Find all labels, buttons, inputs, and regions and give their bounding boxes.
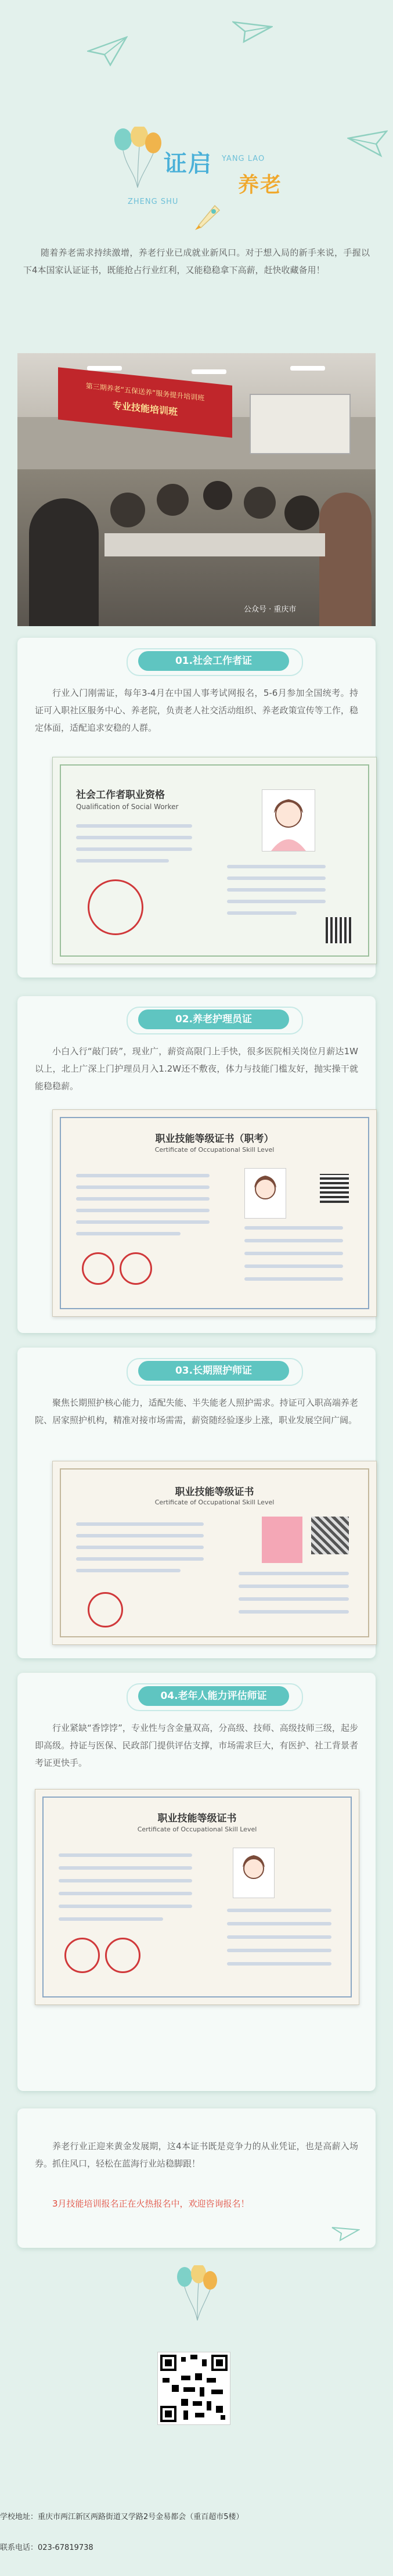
photo-banner: 第三期养老“五保送养”服务提升培训班 专业技能培训班: [58, 367, 232, 438]
avatar: [262, 789, 315, 852]
balloons-icon: [174, 2265, 221, 2326]
seal-icon: [64, 1938, 100, 1973]
outro-text: 养老行业正迎来黄金发展期，这4本证书既是竞争力的从业凭证，也是高薪入场券。抓住风口，轻松在蓝海行业站稳脚跟！: [35, 2141, 358, 2169]
certificate-elderly-care: 职业技能等级证书（职考） Certificate of Occupational Skill Level: [52, 1109, 377, 1317]
section-title-1: 01.社会工作者证: [138, 651, 289, 671]
paper-plane-icon: [232, 16, 273, 45]
section-card-1: [17, 638, 376, 978]
outro-card: [17, 2108, 376, 2248]
avatar: [244, 1168, 286, 1219]
qr-code-icon: [326, 917, 352, 943]
rocket-icon: [192, 197, 226, 235]
intro-text: 随着养老需求持续激增，养老行业已成就业新风口。对于想入局的新手来说，手握以下4本国家认证证书，既能抢占行业红利，又能稳稳拿下高薪，赶快收藏备用！: [23, 247, 370, 275]
seal-icon: [88, 879, 143, 935]
header: [0, 0, 393, 206]
qr-code-icon: [311, 1517, 349, 1554]
seal-icon: [88, 1592, 123, 1627]
section-card-4: [17, 1673, 376, 2091]
paper-plane-icon: [331, 2222, 360, 2242]
section-text-2: 小白入行“敲门砖”，现业广，薪资高限门上手快，很多医院相关岗位月薪达1W以上，北上广深上门护理员月入1.2W还不敷夜，体力与技能门槛友好，抛实操干就能稳稳薪。: [35, 1046, 358, 1091]
qr-code-icon: [320, 1174, 349, 1203]
paper-plane-icon: [347, 127, 388, 159]
title-main: 证启: [164, 150, 212, 177]
footer-phone: 联系电话：023-67819738: [0, 2543, 93, 2552]
avatar: [262, 1517, 302, 1563]
certificate-social-worker: 社会工作者职业资格 Qualification of Social Worker: [52, 757, 377, 964]
seal-icon: [105, 1938, 140, 1973]
avatar: [233, 1848, 275, 1898]
training-photo: [17, 353, 376, 626]
balloons-icon: [111, 127, 164, 193]
section-text-3: 聚焦长期照护核心能力，适配失能、半失能老人照护需求。持证可入职高端养老院、居家照护机构，精准对接市场需需，薪资随经验逐步上涨，职业发展空间广阔。: [35, 1397, 358, 1425]
section-title-3: 03.长期照护师证: [138, 1361, 289, 1381]
section-text-4: 行业紧缺“香饽饽”，专业性与含金量双高，分高级、技师、高级技师三级，起步即高级。持证与医保、民政部门提供评估支撑，市场需求巨大，有医护、社工背景者考证更快手。: [35, 1723, 358, 1768]
photo-watermark: 公众号 · 重庆市: [244, 605, 297, 614]
title-pinyin-2: YANG LAO: [222, 155, 265, 163]
section-title-4: 04.老年人能力评估师证: [138, 1686, 289, 1706]
certificate-elderly-assessment: 职业技能等级证书 Certificate of Occupational Skill Level: [35, 1789, 359, 2005]
section-card-3: [17, 1348, 376, 1658]
section-title-2: 02.养老护理员证: [138, 1009, 289, 1029]
section-card-2: [17, 996, 376, 1333]
seal-icon: [82, 1252, 114, 1285]
title-pinyin-1: ZHENG SHU: [128, 197, 179, 206]
qr-code-icon[interactable]: [158, 2352, 230, 2424]
outro-highlight: 3月技能培训报名正在火热报名中，欢迎咨询报名！: [52, 2198, 250, 2209]
section-text-1: 行业入门刚需证，每年3-4月在中国人事考试网报名，5-6月参加全国统考。持证可入职社区服务中心、养老院，负责老人社交活动组织、养老政策宣传等工作，稳定体面，适配追求安稳的人群。: [35, 688, 358, 733]
footer-address: 学校地址：重庆市两江新区两路街道又学路2号金易都会（重百超市5楼）: [0, 2513, 244, 2521]
certificate-long-term-care: 职业技能等级证书 Certificate of Occupational Skill Level: [52, 1461, 377, 1645]
title-secondary: 养老: [238, 173, 283, 197]
seal-icon: [120, 1252, 152, 1285]
paper-plane-icon: [87, 35, 128, 67]
